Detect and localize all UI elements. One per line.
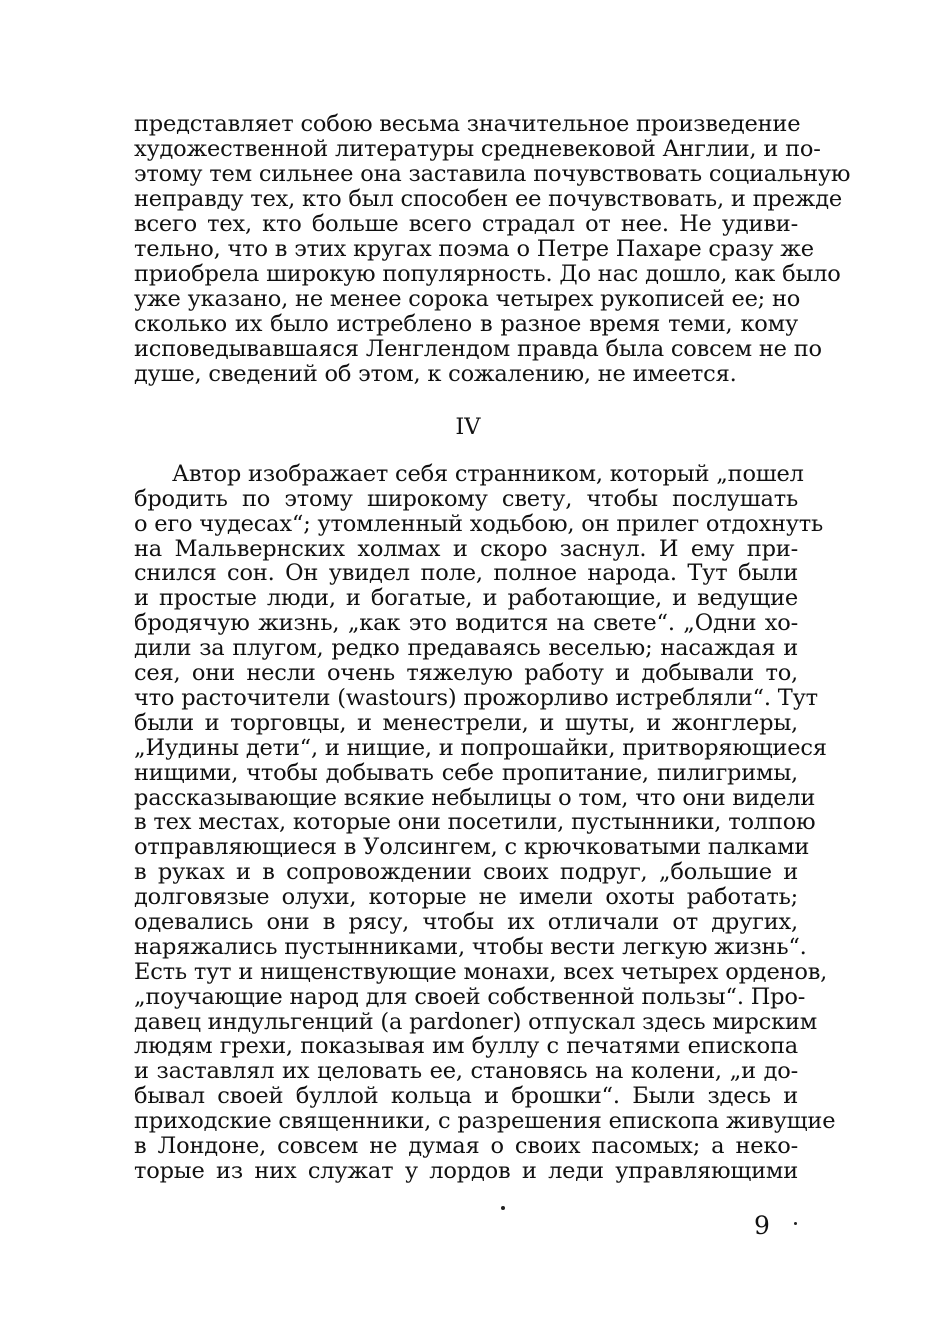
print-speck: [794, 1222, 797, 1225]
text-line: и простые люди, и богатые, и работающие, и ведущие: [134, 585, 798, 611]
text-line: отправляющиеся в Уолсингем, с крючковатыми палками: [134, 834, 810, 860]
text-line: тельно, что в этих кругах поэма о Петре Пахаре сразу же: [134, 236, 814, 262]
text-line: художественной литературы средневековой Англии, и по-: [134, 136, 821, 162]
text-line: всего тех, кто больше всего страдал от нее. Не удиви-: [134, 211, 798, 237]
text-line: долговязые олухи, которые не имели охоты работать;: [134, 884, 798, 910]
text-line: одевались они в рясу, чтобы их отличали от других,: [134, 909, 798, 935]
text-line: и заставлял их целовать ее, становясь на колени, „и до-: [134, 1058, 798, 1084]
text-line: торые из них служат у лордов и леди управляющими: [134, 1158, 798, 1184]
text-line: снился сон. Он увидел поле, полное народа. Тут были: [134, 560, 798, 586]
text-line: о его чудесах“; утомленный ходьбою, он прилег отдохнуть: [134, 511, 824, 537]
text-line: давец индульгенций (a pardoner) отпускал здесь мирским: [134, 1009, 818, 1035]
text-line: бродить по этому широкому свету, чтобы послушать: [134, 486, 798, 512]
text-line: бродячую жизнь, „как это водится на свете“. „Одни хо-: [134, 610, 798, 636]
text-line: на Мальвернских холмах и скоро заснул. И ему при-: [134, 536, 798, 562]
text-line: этому тем сильнее она заставила почувствовать социальную: [134, 161, 851, 187]
text-line: неправду тех, кто был способен ее почувствовать, и прежде: [134, 186, 842, 212]
text-line: уже указано, не менее сорока четырех рукописей ее; но: [134, 286, 801, 312]
text-line: сколько их было истреблено в разное время теми, кому: [134, 311, 798, 337]
text-line: „Иудины дети“, и нищие, и попрошайки, притворяющиеся: [134, 735, 827, 761]
text-line: бывал своей буллой кольца и брошки“. Были здесь и: [134, 1083, 798, 1109]
text-line: представляет собою весьма значительное произведение: [134, 111, 801, 137]
text-line: приходские священники, с разрешения епископа живущие: [134, 1108, 836, 1134]
text-line: людям грехи, показывая им буллу с печатями епископа: [134, 1033, 798, 1059]
page-number: 9: [754, 1211, 770, 1240]
text-line: Есть тут и нищенствующие монахи, всех четырех орденов,: [134, 959, 828, 985]
text-line: приобрела широкую популярность. До нас дошло, как было: [134, 261, 841, 287]
text-line: что расточители (wastours) прожорливо истребляли“. Тут: [134, 685, 818, 711]
text-line: нищими, чтобы добывать себе пропитание, пилигримы,: [134, 760, 798, 786]
text-line: исповедывавшаяся Ленглендом правда была совсем не по: [134, 336, 822, 362]
text-line: дили за плугом, редко предаваясь веселью; насаждая и: [134, 635, 798, 661]
text-line: „поучающие народ для своей собственной пользы“. Про-: [134, 984, 806, 1010]
text-line: в тех местах, которые они посетили, пустынники, толпою: [134, 809, 816, 835]
section-heading: IV: [455, 414, 481, 440]
text-line: наряжались пустынниками, чтобы вести легкую жизнь“.: [134, 934, 807, 960]
text-line: были и торговцы, и менестрели, и шуты, и жонглеры,: [134, 710, 798, 736]
text-line: Автор изображает себя странником, который „пошел: [172, 461, 804, 487]
text-line: в Лондоне, совсем не думая о своих пасомых; а неко-: [134, 1133, 798, 1159]
print-speck: [501, 1206, 505, 1210]
text-line: душе, сведений об этом, к сожалению, не имеется.: [134, 361, 737, 387]
text-line: сея, они несли очень тяжелую работу и добывали то,: [134, 660, 798, 686]
text-line: рассказывающие всякие небылицы о том, что они видели: [134, 785, 816, 811]
text-line: в руках и в сопровождении своих подруг, „большие и: [134, 859, 798, 885]
